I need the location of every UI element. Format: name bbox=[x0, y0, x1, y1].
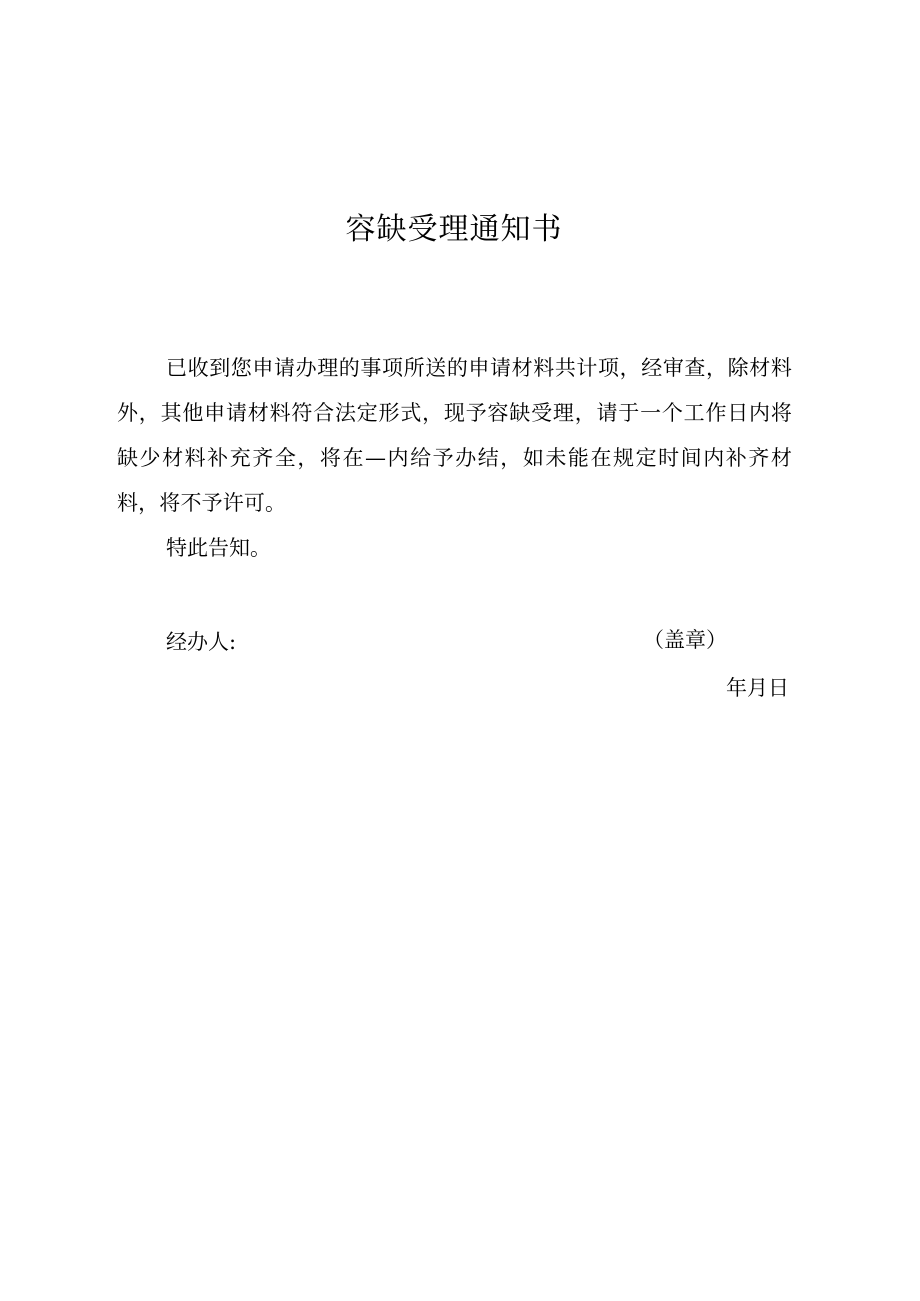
notice-body: 已收到您申请办理的事项所送的申请材料共计项，经审查，除材料外，其他申请材料符合法定形式，现予容缺受理，请于一个工作日内将缺少材料补充齐全，将在—内给予办结，如未能在规定时间内补齐材料，将不予许可。 bbox=[117, 356, 792, 515]
handler-label: 经办人: bbox=[166, 630, 237, 654]
seal-label: （盖章） bbox=[643, 628, 727, 652]
closing-line: 特此告知。 bbox=[166, 536, 271, 560]
document-title: 容缺受理通知书 bbox=[345, 212, 563, 247]
date-label: 年月日 bbox=[726, 676, 789, 700]
